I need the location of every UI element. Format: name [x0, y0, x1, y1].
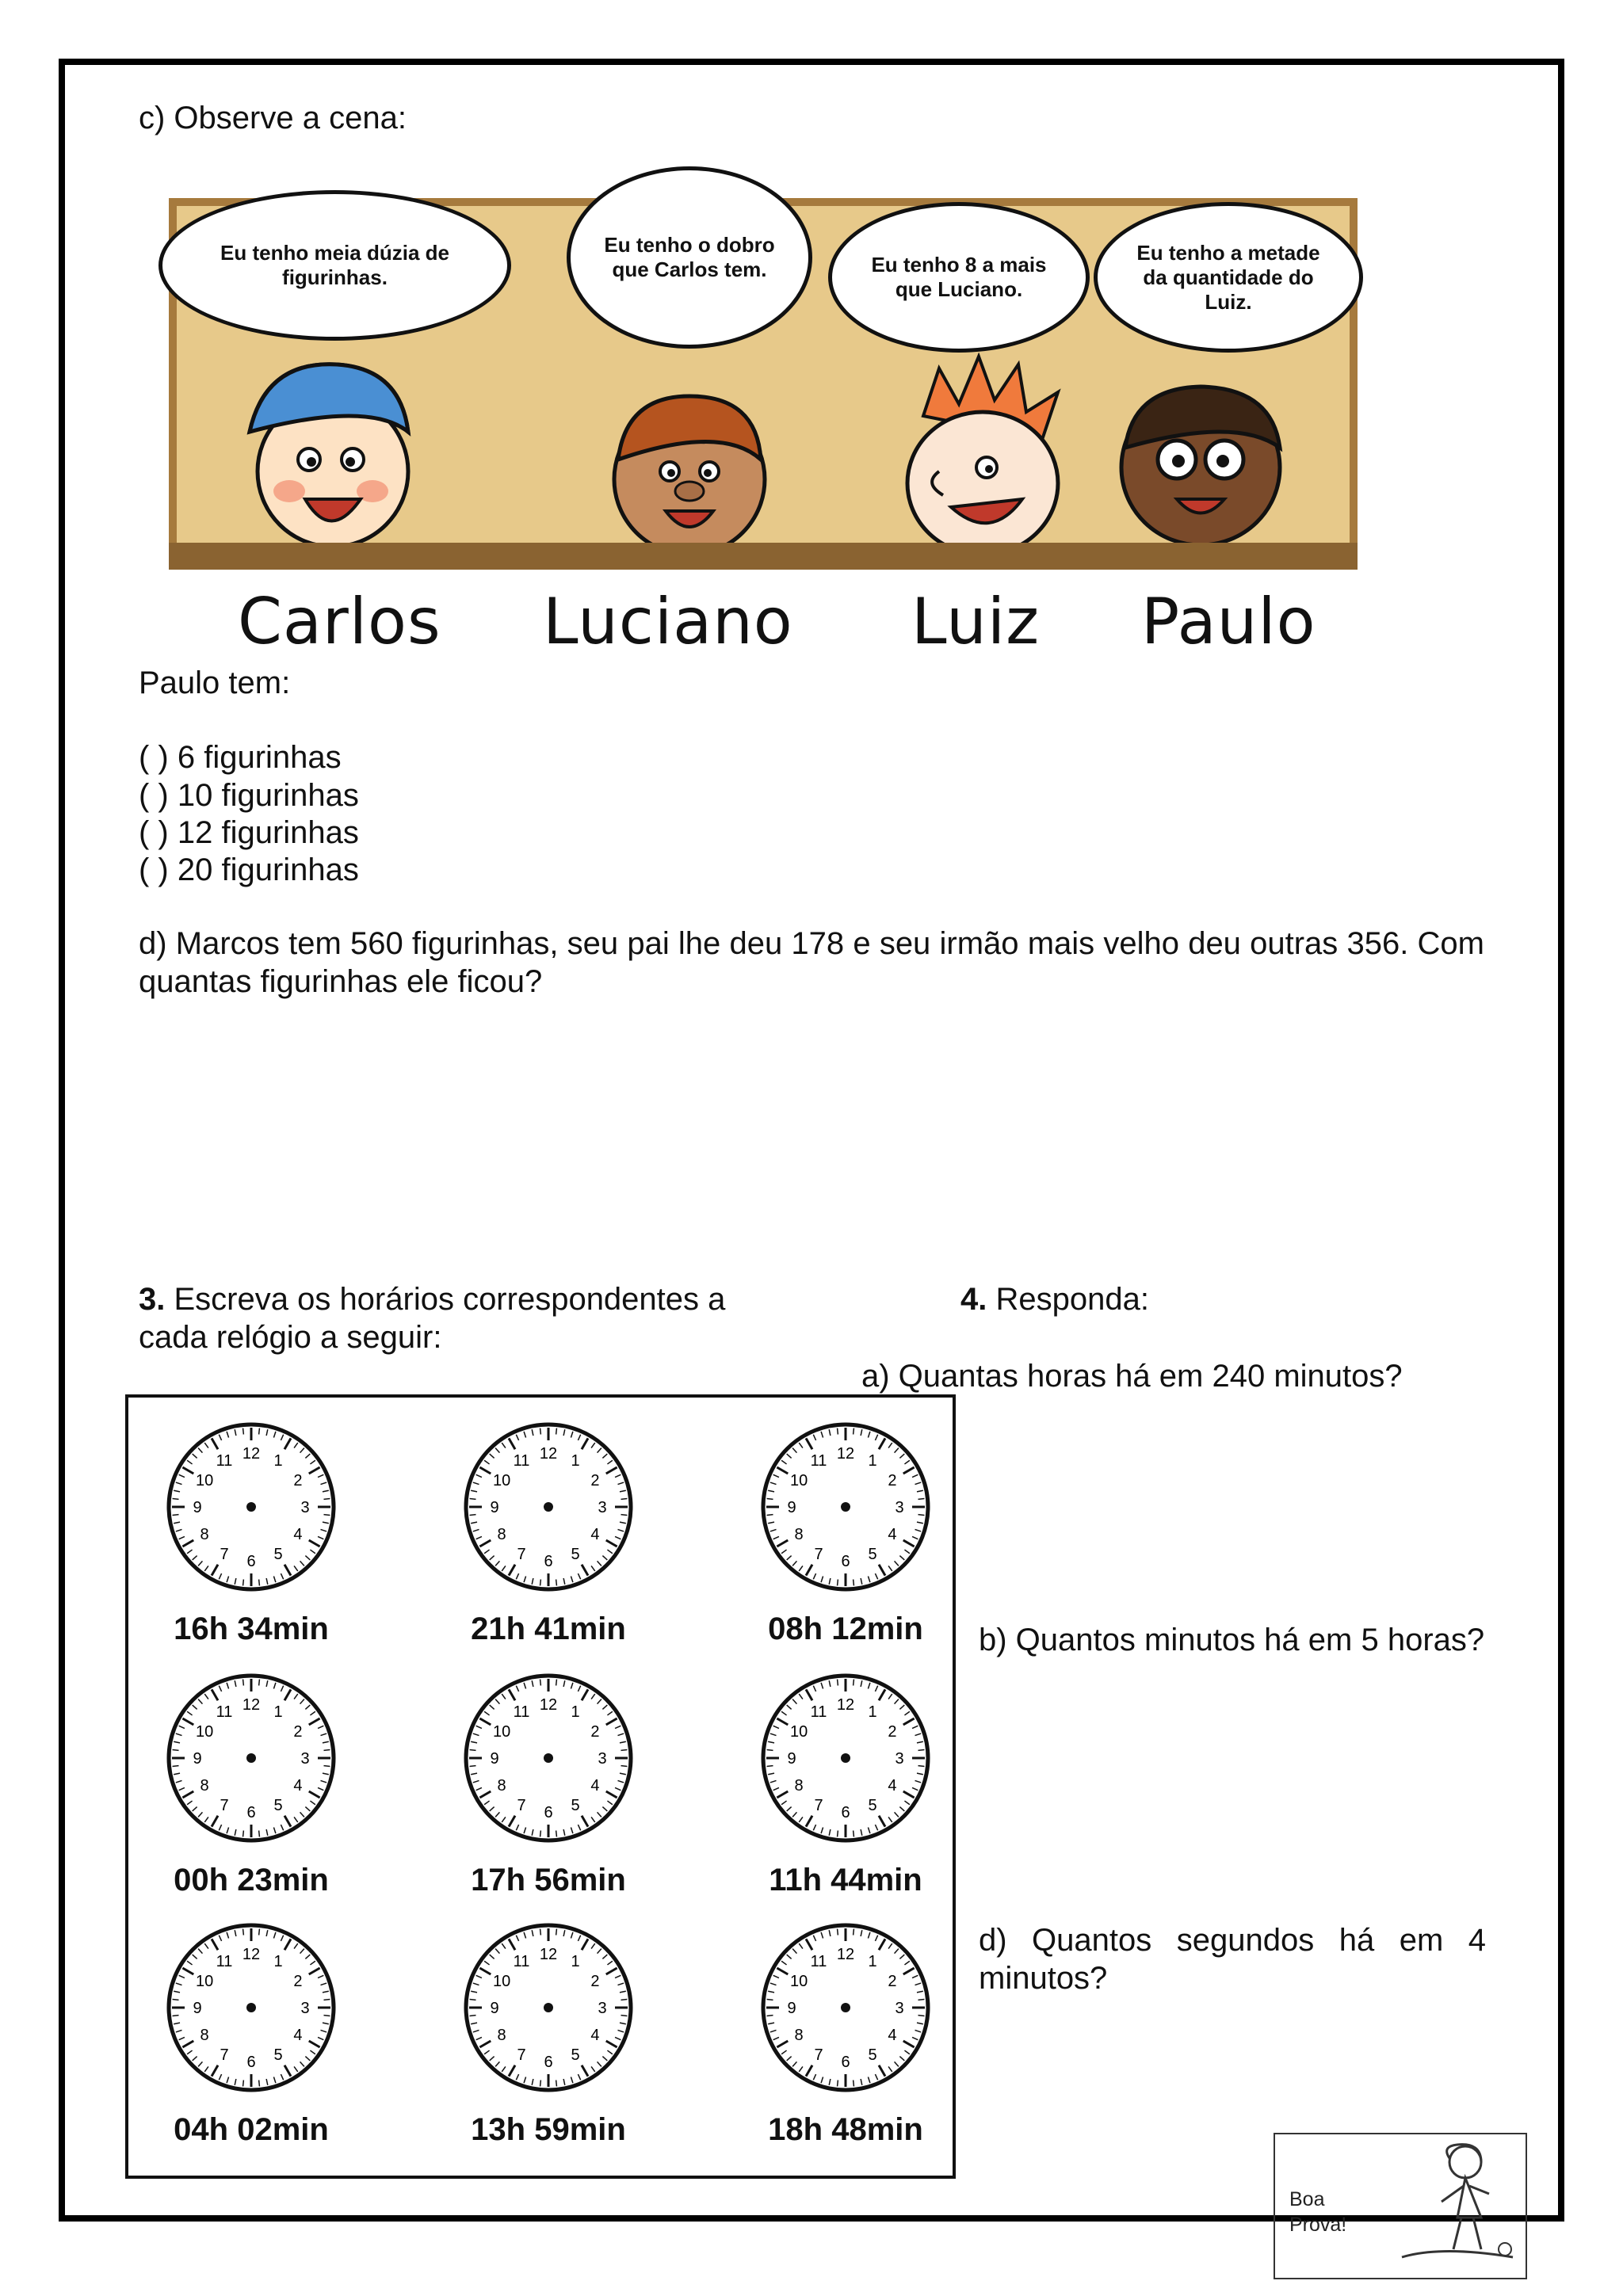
clock-item: [148, 1920, 354, 2174]
clock-item: [743, 1671, 949, 1924]
clock-face-icon: [758, 1920, 933, 2095]
clock-tick: [767, 1750, 773, 1751]
clock-number: 2: [293, 1723, 303, 1741]
clock-number: 5: [273, 2046, 283, 2064]
clock-number: 9: [787, 1499, 796, 1516]
clock-tick: [243, 1830, 244, 1836]
clock-tick: [918, 1515, 924, 1516]
clock-face-icon: [758, 1420, 933, 1594]
clock-number: 11: [810, 1953, 827, 1971]
clock-number: 7: [517, 2046, 526, 2064]
clock-number: 10: [195, 1723, 214, 1741]
clock-center-dot: [544, 2003, 553, 2012]
clock-tick: [556, 1680, 557, 1686]
option-1: ( ) 6 figurinhas: [139, 740, 342, 775]
clock-tick: [540, 1428, 541, 1435]
clock-number: 5: [868, 2046, 877, 2064]
clock-number: 3: [895, 1499, 904, 1516]
clock-number: 6: [841, 1804, 850, 1821]
q4-b: b) Quantos minutos há em 5 horas?: [979, 1623, 1485, 1657]
q4-a: a) Quantas horas há em 240 minutos?: [861, 1359, 1403, 1394]
clock-tick: [259, 1579, 260, 1585]
clock-tick: [173, 1766, 179, 1767]
clock-time-label: 13h 59min: [471, 2112, 626, 2147]
clock-number: 11: [513, 1452, 530, 1470]
clock-tick: [259, 1680, 260, 1686]
clock-number: 6: [841, 1553, 850, 1570]
q3-number: 3.: [139, 1282, 166, 1317]
clock-number: 8: [497, 1777, 506, 1794]
clock-number: 8: [200, 2027, 209, 2044]
clock-number: 2: [590, 1472, 600, 1489]
clock-number: 5: [571, 1796, 580, 1814]
clock-number: 7: [220, 1796, 229, 1814]
clock-number: 7: [814, 1545, 823, 1563]
clock-number: 9: [193, 2000, 202, 2017]
clock-number: 8: [497, 1526, 506, 1543]
clock-number: 9: [490, 1750, 499, 1768]
name-luiz: Luiz: [911, 585, 1041, 658]
girl-drawing-icon: [1394, 2138, 1521, 2273]
clock-number: 12: [539, 1696, 558, 1714]
name-paulo: Paulo: [1141, 585, 1316, 658]
q4-prompt: [960, 1280, 1149, 1318]
clock-number: 4: [590, 1526, 600, 1543]
clock-number: 5: [571, 1545, 580, 1563]
clock-number: 3: [598, 1499, 607, 1516]
clock-number: 2: [293, 1472, 303, 1489]
clock-tick: [243, 1929, 244, 1936]
clock-number: 9: [490, 2000, 499, 2017]
clock-center-dot: [544, 1753, 553, 1763]
q3-prompt: [139, 1280, 789, 1356]
clock-item: [445, 1420, 651, 1673]
clock-number: 6: [246, 2054, 256, 2071]
q4-text: Responda:: [987, 1282, 1149, 1317]
clock-number: 12: [242, 1445, 261, 1463]
clock-face-icon: [461, 1920, 636, 2095]
clock-face-icon: [461, 1420, 636, 1594]
clock-tick: [323, 1515, 330, 1516]
clock-number: 6: [246, 1804, 256, 1821]
clock-number: 8: [200, 1526, 209, 1543]
clock-face-icon: [461, 1671, 636, 1845]
clock-item: [743, 1920, 949, 2174]
clock-number: 2: [888, 1973, 897, 1990]
clock-number: 10: [789, 1472, 808, 1489]
clock-number: 3: [598, 1750, 607, 1768]
clock-number: 6: [841, 2054, 850, 2071]
clock-number: 4: [590, 1777, 600, 1794]
clock-tick: [259, 1830, 260, 1836]
clock-grid: [125, 1394, 956, 2179]
clock-center-dot: [841, 2003, 850, 2012]
kid-carlos: [234, 345, 424, 559]
clock-number: 3: [300, 2000, 310, 2017]
clock-tick: [540, 1680, 541, 1686]
item-c-heading: c) Observe a cena:: [139, 101, 407, 135]
clock-face-icon: [164, 1920, 338, 2095]
clock-number: 2: [590, 1723, 600, 1741]
option-4: ( ) 20 figurinhas: [139, 852, 359, 887]
q4-d: d) Quantos segundos há em 4 minutos?: [979, 1923, 1486, 1996]
clock-number: 12: [836, 1696, 855, 1714]
clock-number: 3: [300, 1499, 310, 1516]
clock-center-dot: [841, 1502, 850, 1512]
clock-number: 4: [293, 1526, 303, 1543]
clock-number: 1: [868, 1953, 877, 1971]
clock-tick: [621, 1766, 627, 1767]
clock-number: 7: [220, 1545, 229, 1563]
clock-tick: [918, 1499, 924, 1500]
clock-item: [148, 1671, 354, 1924]
clock-face-icon: [758, 1671, 933, 1845]
kid-paulo: [1106, 372, 1296, 563]
clock-tick: [243, 1680, 244, 1686]
clock-number: 8: [497, 2027, 506, 2044]
clock-tick: [621, 1515, 627, 1516]
clock-tick: [259, 2080, 260, 2086]
clock-center-dot: [841, 1753, 850, 1763]
clock-number: 3: [895, 1750, 904, 1768]
clock-time-label: 18h 48min: [768, 2112, 923, 2147]
kid-luciano: [602, 380, 777, 563]
clock-item: [743, 1420, 949, 1673]
clock-tick: [243, 1428, 244, 1435]
clock-number: 5: [868, 1796, 877, 1814]
clock-number: 11: [513, 1703, 530, 1722]
clock-number: 6: [544, 1553, 553, 1570]
clock-center-dot: [246, 2003, 256, 2012]
window-ledge: [169, 543, 1358, 570]
clock-tick: [540, 1830, 541, 1836]
clock-tick: [767, 1766, 773, 1767]
clock-number: 9: [787, 2000, 796, 2017]
clock-number: 12: [242, 1946, 261, 1963]
clock-number: 4: [293, 2027, 303, 2044]
clock-number: 6: [246, 1553, 256, 1570]
clock-number: 4: [590, 2027, 600, 2044]
clock-number: 5: [868, 1545, 877, 1563]
clock-number: 7: [220, 2046, 229, 2064]
name-carlos: Carlos: [238, 585, 441, 658]
clock-number: 11: [810, 1452, 827, 1470]
clock-center-dot: [246, 1753, 256, 1763]
clock-tick: [556, 1428, 557, 1435]
clock-tick: [323, 1750, 330, 1751]
clock-center-dot: [246, 1502, 256, 1512]
clock-tick: [540, 2080, 541, 2086]
clock-time-label: 08h 12min: [768, 1611, 923, 1646]
clock-number: 10: [195, 1973, 214, 1990]
clock-number: 11: [216, 1953, 233, 1971]
clock-number: 1: [868, 1703, 877, 1722]
clock-number: 2: [888, 1472, 897, 1489]
clock-face-icon: [164, 1420, 338, 1594]
clock-tick: [173, 1499, 179, 1500]
clock-item: [445, 1920, 651, 2174]
clock-number: 8: [200, 1777, 209, 1794]
clock-number: 1: [273, 1703, 283, 1722]
clock-number: 4: [888, 1526, 897, 1543]
clock-number: 1: [571, 1953, 580, 1971]
clock-number: 1: [273, 1452, 283, 1470]
name-luciano: Luciano: [543, 585, 793, 658]
clock-number: 4: [888, 2027, 897, 2044]
item-d-text: d) Marcos tem 560 figurinhas, seu pai lhe deu 178 e seu irmão mais velho deu outras 356. Com quantas figurinhas ele ficou?: [139, 926, 1484, 999]
clock-tick: [621, 1750, 627, 1751]
clock-number: 1: [571, 1703, 580, 1722]
speech-bubble-paulo: Eu tenho a metade da quantidade do Luiz.: [1094, 202, 1363, 353]
clock-number: 2: [293, 1973, 303, 1990]
clock-number: 12: [836, 1946, 855, 1963]
item-c-question: Paulo tem:: [139, 666, 291, 700]
clock-tick: [556, 1929, 557, 1936]
clock-tick: [259, 1428, 260, 1435]
clock-number: 4: [293, 1777, 303, 1794]
clock-tick: [540, 1929, 541, 1936]
clock-tick: [470, 1499, 476, 1500]
clock-tick: [243, 1579, 244, 1585]
clock-number: 7: [814, 1796, 823, 1814]
clock-tick: [621, 1499, 627, 1500]
clock-number: 11: [216, 1703, 233, 1722]
clock-number: 10: [492, 1472, 511, 1489]
clock-time-label: 04h 02min: [174, 2112, 329, 2147]
clock-number: 2: [590, 1973, 600, 1990]
option-2: ( ) 10 figurinhas: [139, 778, 359, 813]
q4-number: 4.: [960, 1282, 987, 1317]
clock-number: 7: [517, 1545, 526, 1563]
clock-number: 5: [571, 2046, 580, 2064]
clock-tick: [323, 1766, 330, 1767]
kid-luiz: [892, 353, 1074, 563]
clock-number: 8: [794, 1777, 804, 1794]
clock-number: 5: [273, 1545, 283, 1563]
clock-tick: [243, 2080, 244, 2086]
clock-number: 7: [814, 2046, 823, 2064]
clock-time-label: 17h 56min: [471, 1863, 626, 1897]
clock-number: 2: [888, 1723, 897, 1741]
clock-number: 9: [490, 1499, 499, 1516]
speech-bubble-luciano: Eu tenho o dobro que Carlos tem.: [567, 166, 812, 349]
clock-tick: [470, 1515, 476, 1516]
clock-tick: [918, 1766, 924, 1767]
clock-number: 1: [571, 1452, 580, 1470]
clock-tick: [540, 1579, 541, 1585]
clock-number: 11: [810, 1703, 827, 1722]
clock-number: 6: [544, 1804, 553, 1821]
clock-tick: [556, 2080, 557, 2086]
option-3: ( ) 12 figurinhas: [139, 815, 359, 850]
clock-number: 10: [492, 1973, 511, 1990]
clock-number: 5: [273, 1796, 283, 1814]
speech-bubble-carlos: Eu tenho meia dúzia de figurinhas.: [158, 190, 511, 341]
clock-tick: [173, 1750, 179, 1751]
clock-time-label: 16h 34min: [174, 1611, 329, 1646]
clock-number: 10: [195, 1472, 214, 1489]
clock-number: 12: [836, 1445, 855, 1463]
clock-number: 12: [539, 1946, 558, 1963]
clock-center-dot: [544, 1502, 553, 1512]
clock-number: 9: [787, 1750, 796, 1768]
speech-bubble-luiz: Eu tenho 8 a mais que Luciano.: [828, 202, 1090, 353]
clock-tick: [323, 1499, 330, 1500]
clock-time-label: 11h 44min: [769, 1863, 922, 1897]
clock-number: 11: [513, 1953, 530, 1971]
clock-number: 7: [517, 1796, 526, 1814]
clock-number: 3: [300, 1750, 310, 1768]
clock-tick: [556, 1830, 557, 1836]
clock-number: 10: [789, 1723, 808, 1741]
clock-tick: [918, 1750, 924, 1751]
clock-number: 8: [794, 2027, 804, 2044]
clock-number: 12: [539, 1445, 558, 1463]
clock-number: 4: [888, 1777, 897, 1794]
clock-tick: [767, 1515, 773, 1516]
clock-item: [445, 1671, 651, 1924]
clock-number: 3: [598, 2000, 607, 2017]
boa-prova-box: [1274, 2133, 1527, 2279]
clock-number: 9: [193, 1750, 202, 1768]
clock-number: 1: [868, 1452, 877, 1470]
q3-text: Escreva os horários correspondentes a cada relógio a seguir:: [139, 1282, 726, 1355]
boa-prova-text: Boa Prova!: [1289, 2188, 1347, 2236]
clock-tick: [470, 1766, 476, 1767]
clock-number: 6: [544, 2054, 553, 2071]
clock-tick: [259, 1929, 260, 1936]
clock-item: [148, 1420, 354, 1673]
clock-tick: [173, 1515, 179, 1516]
clock-number: 12: [242, 1696, 261, 1714]
clock-tick: [556, 1579, 557, 1585]
clock-tick: [470, 1750, 476, 1751]
clock-tick: [767, 1499, 773, 1500]
clock-number: 10: [492, 1723, 511, 1741]
clock-time-label: 21h 41min: [471, 1611, 626, 1646]
scene-illustration: [139, 158, 1375, 666]
clock-number: 3: [895, 2000, 904, 2017]
clock-number: 1: [273, 1953, 283, 1971]
clock-face-icon: [164, 1671, 338, 1845]
clock-number: 8: [794, 1526, 804, 1543]
clock-time-label: 00h 23min: [174, 1863, 329, 1897]
clock-number: 10: [789, 1973, 808, 1990]
clock-number: 11: [216, 1452, 233, 1470]
clock-number: 9: [193, 1499, 202, 1516]
